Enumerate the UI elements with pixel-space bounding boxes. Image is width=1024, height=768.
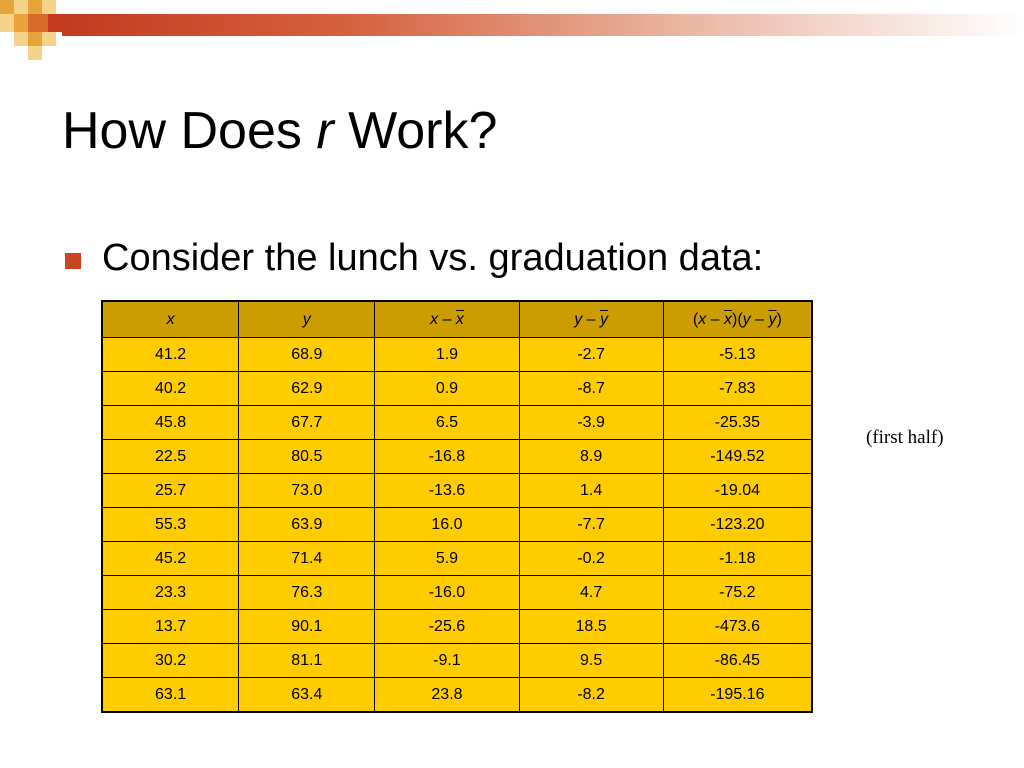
product-cell: -19.04	[663, 474, 812, 508]
product-cell: -25.35	[663, 406, 812, 440]
header-product-open: (	[692, 310, 699, 328]
header-product-x: x	[698, 310, 707, 328]
product-cell: -473.6	[663, 610, 812, 644]
x-cell: 45.8	[102, 406, 239, 440]
first-half-note: (first half)	[866, 427, 944, 448]
product-cell: -5.13	[663, 338, 812, 372]
product-cell: -75.2	[663, 576, 812, 610]
header-x-label: x	[166, 310, 175, 328]
table-row	[102, 542, 812, 576]
x-deviation-cell: -25.6	[375, 610, 519, 644]
header-y-mean: $\overline{y}$	[600, 310, 608, 328]
header-x-var: x	[430, 310, 439, 328]
header-y-deviation	[519, 301, 663, 338]
x-cell: 25.7	[102, 474, 239, 508]
y-cell: 63.4	[239, 678, 375, 713]
product-cell: -195.16	[663, 678, 812, 713]
deco-square	[28, 32, 42, 46]
header-product-xbar: $\overline{x}$	[724, 310, 732, 328]
x-cell: 13.7	[102, 610, 239, 644]
table-row	[102, 610, 812, 644]
product-cell: -149.52	[663, 440, 812, 474]
product-cell: -1.18	[663, 542, 812, 576]
y-deviation-cell: 4.7	[519, 576, 663, 610]
deco-square	[0, 14, 14, 32]
table-row	[102, 678, 812, 713]
table-header-row	[102, 301, 812, 338]
x-deviation-cell: -16.8	[375, 440, 519, 474]
header-x	[102, 301, 239, 338]
x-deviation-cell: 23.8	[375, 678, 519, 713]
x-deviation-cell: -13.6	[375, 474, 519, 508]
y-cell: 76.3	[239, 576, 375, 610]
x-cell: 23.3	[102, 576, 239, 610]
deco-square	[14, 14, 28, 32]
y-cell: 80.5	[239, 440, 375, 474]
deco-square	[28, 46, 42, 60]
table-row	[102, 474, 812, 508]
title-text-after: Work?	[333, 102, 498, 160]
header-y-var: y	[574, 310, 583, 328]
y-deviation-cell: -2.7	[519, 338, 663, 372]
x-deviation-cell: -16.0	[375, 576, 519, 610]
y-cell: 67.7	[239, 406, 375, 440]
square-bullet-icon	[65, 253, 81, 269]
y-deviation-cell: -8.2	[519, 678, 663, 713]
table-row	[102, 644, 812, 678]
product-cell: -86.45	[663, 644, 812, 678]
bullet-text: Consider the lunch vs. graduation data:	[102, 237, 764, 279]
y-cell: 63.9	[239, 508, 375, 542]
deco-square	[28, 14, 48, 32]
x-cell: 45.2	[102, 542, 239, 576]
header-x-mean: $\overline{x}$	[455, 310, 464, 328]
x-deviation-cell: -9.1	[375, 644, 519, 678]
y-deviation-cell: -8.7	[519, 372, 663, 406]
x-cell: 30.2	[102, 644, 239, 678]
x-deviation-cell: 6.5	[375, 406, 519, 440]
header-product-minus-2: –	[750, 310, 769, 328]
deco-square	[14, 0, 28, 14]
header-stripe	[62, 14, 1024, 36]
x-cell: 41.2	[102, 338, 239, 372]
deco-square	[42, 32, 56, 46]
deco-square	[0, 0, 14, 14]
y-deviation-cell: 8.9	[519, 440, 663, 474]
title-text-before: How Does	[62, 102, 317, 160]
y-deviation-cell: -7.7	[519, 508, 663, 542]
header-decoration	[0, 0, 1024, 64]
header-product-mid: )(	[732, 310, 743, 328]
header-x-minus: –	[438, 310, 456, 328]
y-cell: 90.1	[239, 610, 375, 644]
table-row	[102, 338, 812, 372]
table-row	[102, 372, 812, 406]
header-product	[663, 301, 812, 338]
header-x-deviation	[375, 301, 519, 338]
x-cell: 63.1	[102, 678, 239, 713]
header-y-label: y	[302, 310, 311, 328]
deco-square	[28, 0, 42, 14]
y-cell: 71.4	[239, 542, 375, 576]
table-body	[102, 338, 812, 713]
product-cell: -7.83	[663, 372, 812, 406]
y-deviation-cell: 9.5	[519, 644, 663, 678]
y-deviation-cell: 1.4	[519, 474, 663, 508]
title-variable: r	[316, 102, 334, 160]
y-deviation-cell: -3.9	[519, 406, 663, 440]
product-cell: -123.20	[663, 508, 812, 542]
y-deviation-cell: -0.2	[519, 542, 663, 576]
header-product-ybar: $\overline{y}$	[768, 310, 777, 328]
header-product-minus-1: –	[706, 310, 724, 328]
table-row	[102, 406, 812, 440]
x-deviation-cell: 0.9	[375, 372, 519, 406]
deco-square	[48, 14, 62, 32]
table-row	[102, 576, 812, 610]
x-cell: 22.5	[102, 440, 239, 474]
header-product-y: y	[742, 310, 751, 328]
x-cell: 55.3	[102, 508, 239, 542]
x-cell: 40.2	[102, 372, 239, 406]
y-deviation-cell: 18.5	[519, 610, 663, 644]
x-deviation-cell: 5.9	[375, 542, 519, 576]
x-deviation-cell: 1.9	[375, 338, 519, 372]
slide-title	[62, 95, 497, 167]
data-table	[101, 300, 813, 713]
deco-square	[14, 32, 28, 46]
y-cell: 73.0	[239, 474, 375, 508]
header-y-minus: –	[582, 310, 600, 328]
table-row	[102, 508, 812, 542]
header-product-close: )	[776, 310, 782, 328]
table-row	[102, 440, 812, 474]
y-cell: 62.9	[239, 372, 375, 406]
header-y	[239, 301, 375, 338]
x-deviation-cell: 16.0	[375, 508, 519, 542]
y-cell: 81.1	[239, 644, 375, 678]
deco-square	[42, 0, 56, 14]
y-cell: 68.9	[239, 338, 375, 372]
